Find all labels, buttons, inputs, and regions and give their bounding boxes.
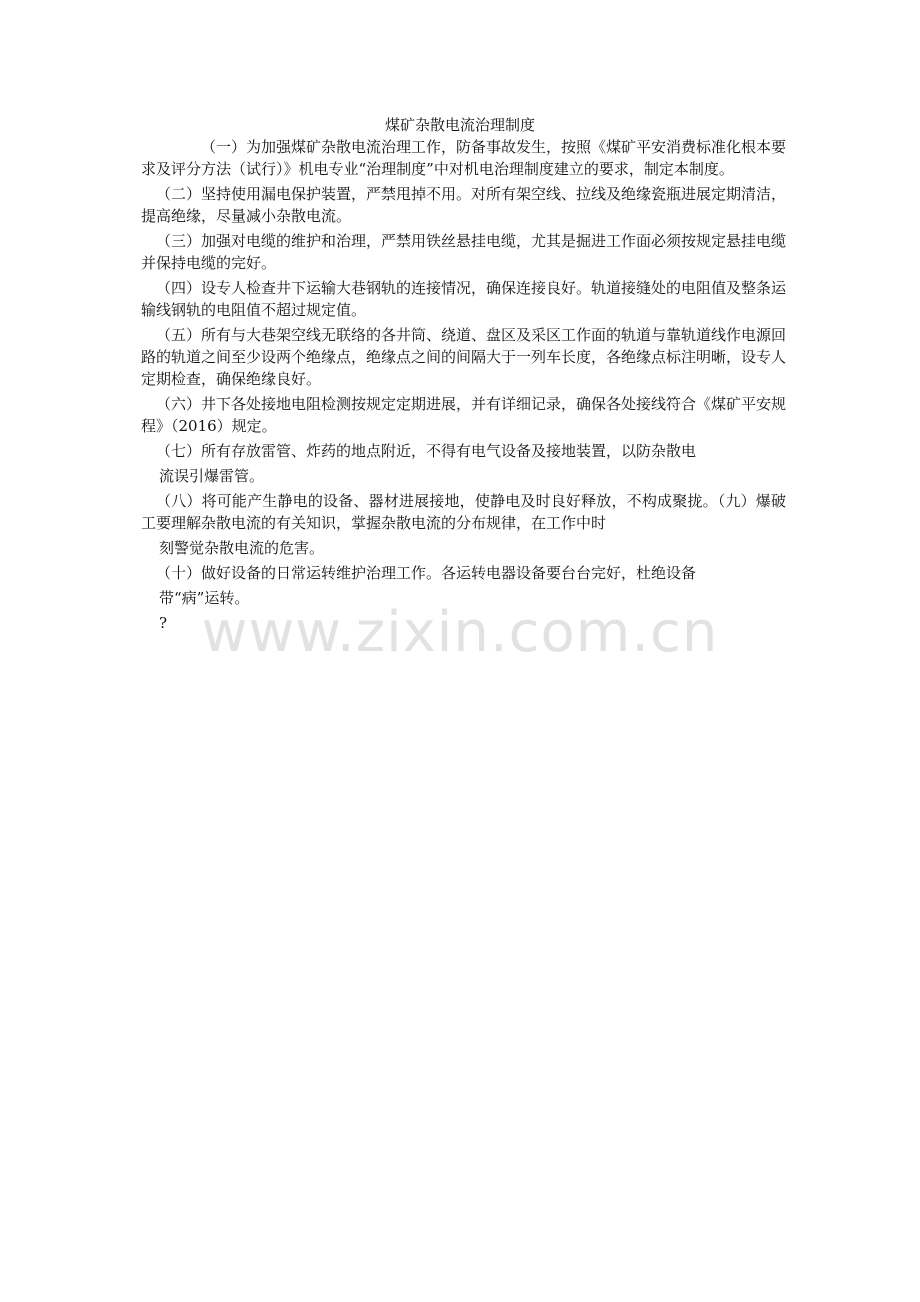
- paragraph-2: （二）坚持使用漏电保护装置，严禁甩掉不用。对所有架空线、拉线及绝缘瓷瓶进展定期清洁，提高绝缘，尽量减小杂散电流。: [141, 185, 787, 225]
- paragraph-3: （三）加强对电缆的维护和治理，严禁用铁丝悬挂电缆，尤其是掘进工作面必须按规定悬挂电缆并保持电缆的完好。: [141, 232, 787, 272]
- paragraph-8-9: （八）将可能产生静电的设备、器材进展接地，使静电及时良好释放，不构成聚拢。（九）爆破工要理解杂散电流的有关知识，掌握杂散电流的分布规律，在工作中时: [141, 492, 786, 532]
- paragraph-7-continued: 流误引爆雷管。: [159, 467, 265, 485]
- paragraph-9-continued: 刻警觉杂散电流的危害。: [159, 539, 325, 557]
- trailing-mark: ?: [159, 614, 168, 632]
- paragraph-6: （六）井下各处接地电阻检测按规定定期进展，并有详细记录，确保各处接线符合《煤矿平安规程》（2016）规定。: [141, 395, 787, 435]
- document-body: [141, 136, 786, 637]
- paragraph-1: （一）为加强煤矿杂散电流治理工作，防备事故发生，按照《煤矿平安消费标准化根本要求及评分方法（试行）》机电专业“治理制度”中对机电治理制度建立的要求，制定本制度。: [141, 138, 787, 178]
- paragraph-10: （十）做好设备的日常运转维护治理工作。各运转电器设备要台台完好，杜绝设备: [156, 564, 697, 582]
- watermark: www.zixin.com.cn: [201, 600, 719, 665]
- paragraph-7: （七）所有存放雷管、炸药的地点附近，不得有电气设备及接地装置，以防杂散电: [156, 442, 697, 460]
- paragraph-10-continued: 带“病”运转。: [159, 589, 250, 607]
- paragraph-5: （五）所有与大巷架空线无联络的各井筒、绕道、盘区及采区工作面的轨道与靠轨道线作电源回路的轨道之间至少设两个绝缘点，绝缘点之间的间隔大于一列车长度，各绝缘点标注明晰，设专人定期检查，确保绝缘良好。: [141, 326, 787, 388]
- document-title: 煤矿杂散电流治理制度: [384, 116, 535, 134]
- paragraph-4: （四）设专人检查井下运输大巷钢轨的连接情况，确保连接良好。轨道接缝处的电阻值及整条运输线钢轨的电阻值不超过规定值。: [141, 279, 787, 319]
